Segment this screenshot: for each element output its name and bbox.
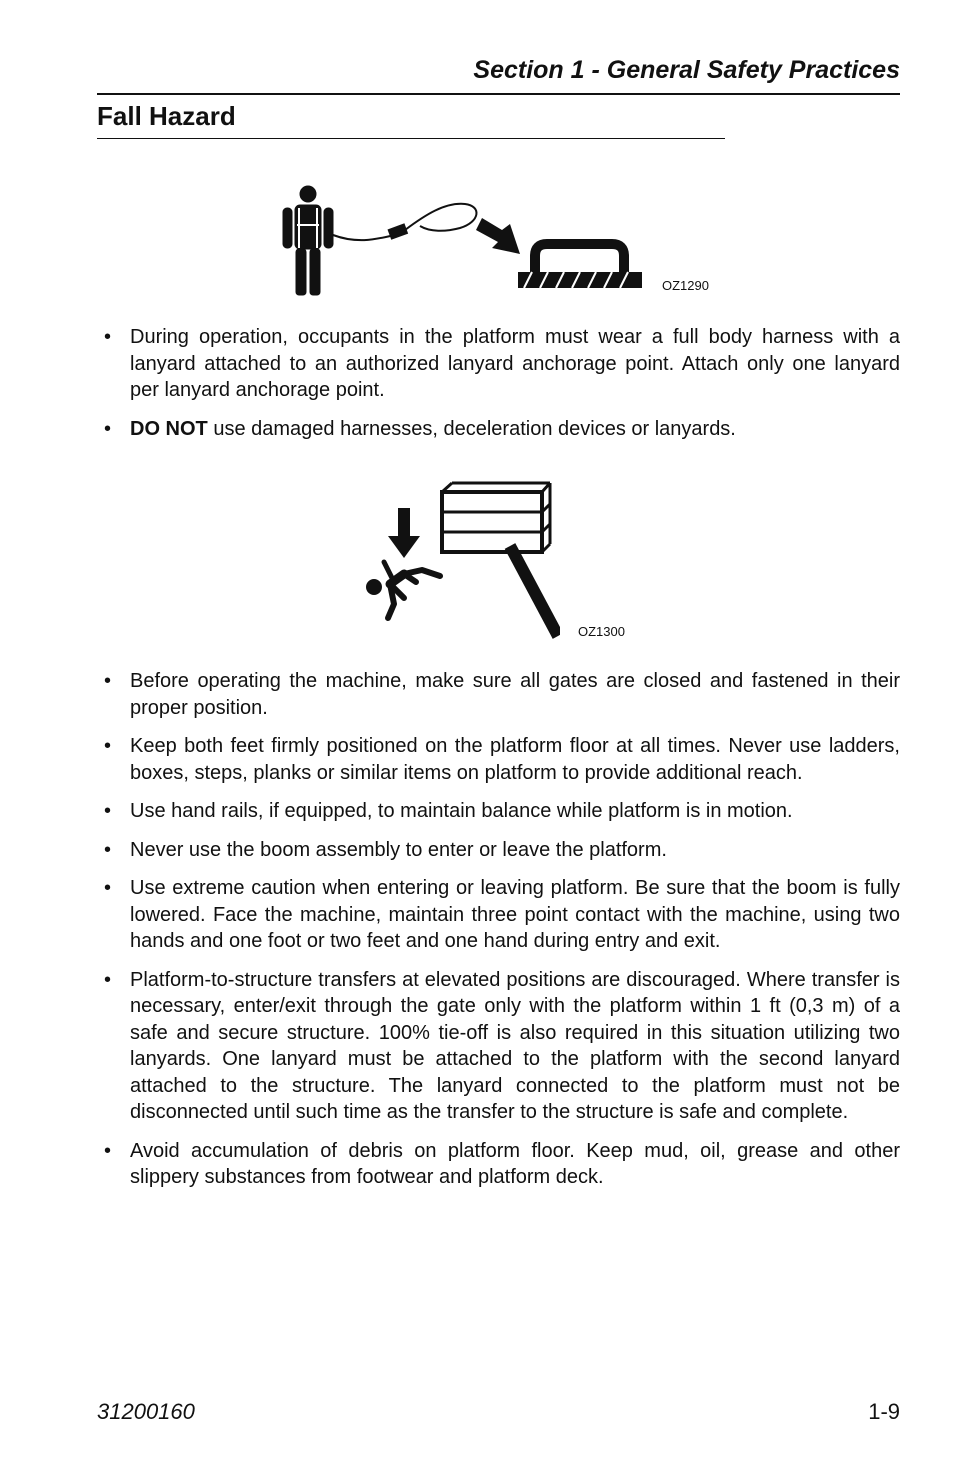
list-item-text: Keep both feet firmly positioned on the platform floor at all times. Never use ladders, boxes, steps, planks or similar items on platform to provide additional reach. [130, 735, 900, 784]
page-number: 1-9 [868, 1399, 900, 1424]
list-item-text: Avoid accumulation of debris on platform floor. Keep mud, oil, grease and other slippery substances from footwear and platform deck. [130, 1139, 900, 1188]
list-item-text: Use extreme caution when entering or leaving platform. Be sure that the boom is fully lowered. Face the machine, maintain three point contact with the machine, using two hands and one foot or two feet and one hand during entry and exit. [130, 877, 900, 952]
list-item-text: During operation, occupants in the platform must wear a full body harness with a lanyard attached to an authorized lanyard anchorage point. Attach only one lanyard per lanyard anchorage point. [130, 326, 900, 401]
list-item-text: Use hand rails, if equipped, to maintain balance while platform is in motion. [130, 800, 793, 822]
heading-rule [97, 138, 725, 139]
list-item [104, 733, 900, 786]
list-item-emphasis: DO NOT [130, 417, 208, 440]
bullet-list-a [104, 324, 900, 454]
anchorage-point-icon [518, 244, 642, 288]
list-item [104, 1138, 900, 1191]
header-rule [97, 93, 900, 95]
list-item [104, 837, 900, 864]
section-title: Section 1 - General Safety Practices [473, 56, 900, 84]
lanyard-icon [333, 204, 476, 240]
list-item [104, 324, 900, 404]
down-arrow-icon [388, 508, 420, 558]
figure-label: OZ1290 [662, 278, 709, 293]
platform-cage-icon [442, 483, 558, 636]
list-item [104, 875, 900, 955]
bullet-list-b [104, 668, 900, 1203]
list-item [104, 798, 900, 825]
page-heading: Fall Hazard [97, 101, 236, 131]
figure-harness-lanyard [270, 180, 660, 300]
list-item-text: Platform-to-structure transfers at elevated positions are discouraged. Where transfer is necessary, enter/exit through the gate only with the platform within 1 ft (0,3 m) of a safe and secure structure. 100% tie-off is also required in this situation utilizing two lanyards. One lanyard must be attached to the platform with the second lanyard attached to the structure. The lanyard connected to the platform must not be disconnected until such time as the transfer to the structure is safe and complete. [130, 968, 900, 1123]
list-item [104, 416, 900, 443]
figure-label: OZ1300 [578, 624, 625, 639]
falling-person-icon [366, 562, 440, 618]
harness-person-icon [283, 186, 333, 295]
document-number: 31200160 [97, 1399, 195, 1424]
list-item [104, 668, 900, 721]
figure-falling-person [360, 478, 560, 643]
list-item-text: use damaged harnesses, deceleration devices or lanyards. [207, 417, 736, 440]
list-item-text: Never use the boom assembly to enter or leave the platform. [130, 838, 667, 861]
list-item-text: Before operating the machine, make sure all gates are closed and fastened in their proper position. [130, 670, 900, 719]
arrow-icon [476, 218, 520, 254]
list-item [104, 967, 900, 1126]
